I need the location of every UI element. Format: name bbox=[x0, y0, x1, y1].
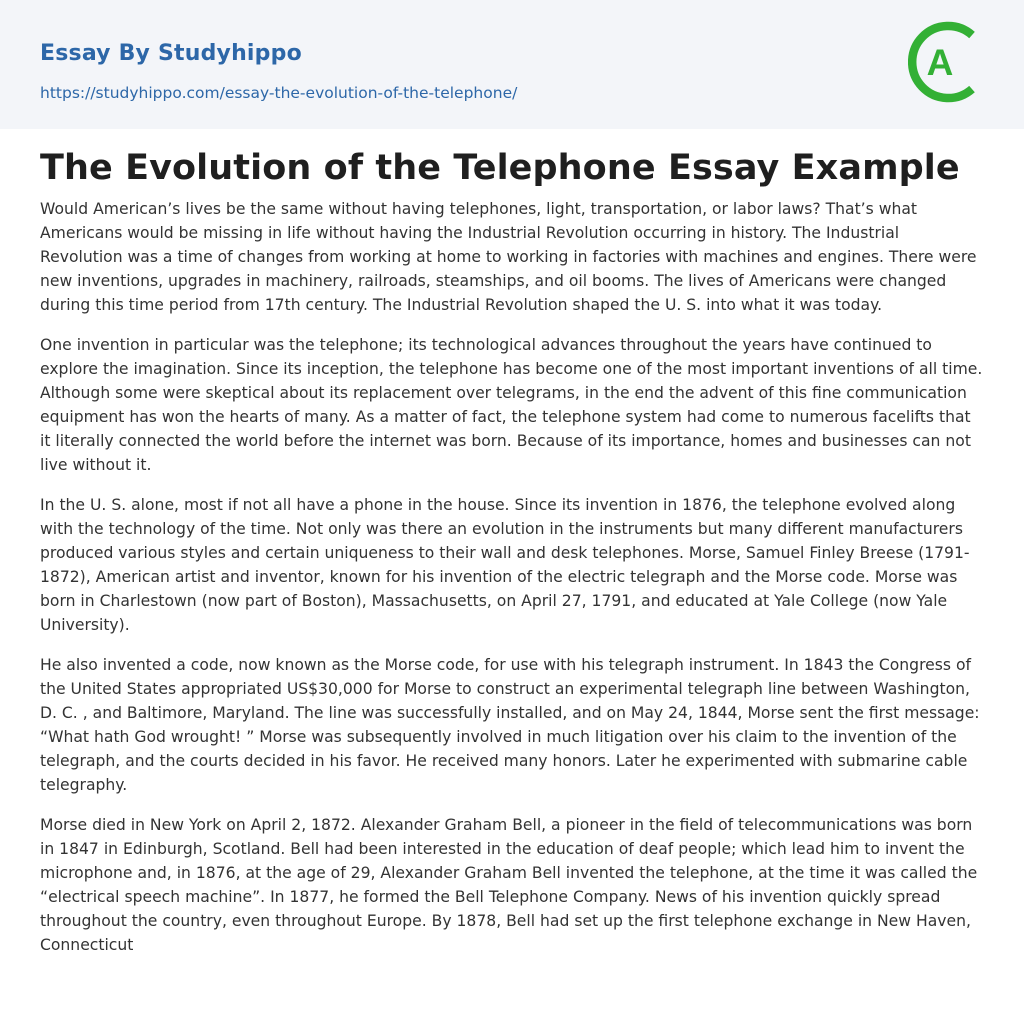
article-paragraph: One invention in particular was the telephone; its technological advances throughout the years have continued to explore the imagination. Since its inception, the telephone has become one of the most important inventions of all time. Although some were skeptical about its replacement over telegrams, in the end the advent of this fine communication equipment has won the hearts of many. As a matter of fact, the telephone system had come to numerous facelifts that it literally connected the world before the internet was born. Because of its importance, homes and businesses can not live without it. bbox=[40, 336, 983, 474]
article-main bbox=[40, 145, 985, 973]
logo-letter: A bbox=[926, 42, 954, 83]
article-body bbox=[40, 197, 985, 957]
article-paragraph: In the U. S. alone, most if not all have a phone in the house. Since its invention in 1876, the telephone evolved along with the technology of the time. Not only was there an evolution in the instruments but many different manufacturers produced various styles and certain uniqueness to their wall and desk telephones. Morse, Samuel Finley Breese (1791-1872), American artist and inventor, known for his invention of the electric telegraph and the Morse code. Morse was born in Charlestown (now part of Boston), Massachusetts, on April 27, 1791, and educated at Yale College (now Yale University). bbox=[40, 496, 970, 634]
article-paragraph: Would American’s lives be the same without having telephones, light, transportation, or labor laws? That’s what Americans would be missing in life without having the Industrial Revolution occurring in history. The Industrial Revolution was a time of changes from working at home to working in factories with machines and engines. There were new inventions, upgrades in machinery, railroads, steamships, and oil booms. The lives of Americans were changed during this time period from 17th century. The Industrial Revolution shaped the U. S. into what it was today. bbox=[40, 200, 977, 314]
page-title: The Evolution of the Telephone Essay Example bbox=[40, 148, 960, 188]
article-paragraph: He also invented a code, now known as the Morse code, for use with his telegraph instrument. In 1843 the Congress of the United States appropriated US$30,000 for Morse to construct an experimental telegraph line between Washington, D. C. , and Baltimore, Maryland. The line was successfully installed, and on May 24, 1844, Morse sent the first message: “What hath God wrought! ” Morse was subsequently involved in much litigation over his claim to the invention of the telegraph, and the courts decided in his favor. He received many honors. Later he experimented with submarine cable telegraphy. bbox=[40, 656, 980, 794]
site-brand-title[interactable]: Essay By Studyhippo bbox=[40, 41, 302, 66]
article-url-link[interactable]: https://studyhippo.com/essay-the-evolution-of-the-telephone/ bbox=[40, 84, 518, 102]
studyhippo-a-logo-icon[interactable] bbox=[908, 18, 988, 106]
site-header bbox=[0, 0, 1024, 129]
article-paragraph: Morse died in New York on April 2, 1872. Alexander Graham Bell, a pioneer in the field of telecommunications was born in 1847 in Edinburgh, Scotland. Bell had been interested in the education of deaf people; which lead him to invent the microphone and, in 1876, at the age of 29, Alexander Graham Bell invented the telephone, at the time it was called the “electrical speech machine”. In 1877, he formed the Bell Telephone Company. News of his invention quickly spread throughout the country, even throughout Europe. By 1878, Bell had set up the first telephone exchange in New Haven, Connecticut bbox=[40, 816, 978, 954]
